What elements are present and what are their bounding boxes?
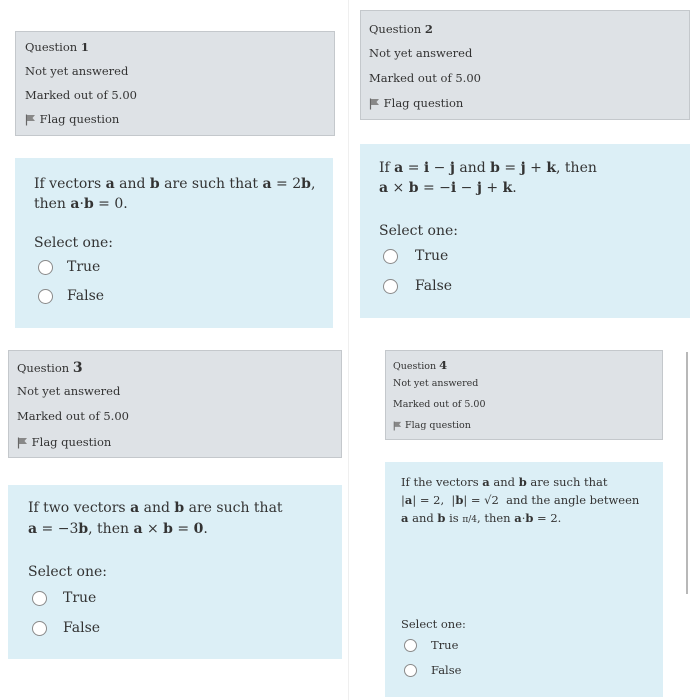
question-2-state: Not yet answered bbox=[369, 46, 473, 60]
question-2-select-label: Select one: bbox=[379, 223, 459, 239]
flag-icon bbox=[393, 421, 402, 431]
flag-icon bbox=[17, 437, 28, 449]
question-3-content bbox=[8, 485, 342, 659]
radio-button[interactable] bbox=[32, 621, 47, 636]
question-4-text: If the vectors a and b are such that |a| = 2, |b| = √2 and the angle between a and b is π/4, then a·b = 2. bbox=[401, 475, 640, 525]
question-1-info bbox=[15, 31, 335, 136]
question-4-flag-link[interactable]: Flag question bbox=[393, 420, 471, 431]
scrollbar[interactable] bbox=[686, 352, 688, 594]
question-3-title: Question 3 bbox=[17, 360, 83, 376]
radio-button[interactable] bbox=[38, 289, 53, 304]
question-1-option-true[interactable]: True bbox=[38, 259, 100, 275]
question-3-info bbox=[8, 350, 342, 458]
question-4-option-false[interactable]: False bbox=[404, 663, 461, 677]
question-1-select-label: Select one: bbox=[34, 235, 114, 251]
radio-button[interactable] bbox=[38, 260, 53, 275]
question-2-info bbox=[360, 10, 690, 120]
question-1-flag-link[interactable]: Flag question bbox=[25, 112, 119, 126]
column-divider bbox=[348, 0, 349, 700]
question-3-select-label: Select one: bbox=[28, 564, 108, 580]
question-1-text: If vectors a and b are such that a = 2b, then a·b = 0. bbox=[34, 176, 316, 212]
question-3-marks: Marked out of 5.00 bbox=[17, 409, 129, 423]
question-1-state: Not yet answered bbox=[25, 64, 129, 78]
question-4-marks: Marked out of 5.00 bbox=[393, 399, 486, 410]
question-2-content bbox=[360, 144, 690, 318]
question-1-content bbox=[15, 158, 333, 328]
question-4-content bbox=[385, 462, 663, 697]
question-4-option-true[interactable]: True bbox=[404, 638, 458, 652]
question-2-option-false[interactable]: False bbox=[383, 278, 452, 294]
radio-button[interactable] bbox=[404, 664, 417, 677]
question-4-select-label: Select one: bbox=[401, 617, 466, 631]
question-2-text: If a = i − j and b = j + k, then a × b = −i − j + k. bbox=[379, 160, 597, 196]
question-4-info bbox=[385, 350, 663, 440]
question-3-state: Not yet answered bbox=[17, 384, 121, 398]
question-3-text: If two vectors a and b are such that a = −3b, then a × b = 0. bbox=[28, 500, 283, 537]
radio-button[interactable] bbox=[383, 279, 398, 294]
question-2-title: Question 2 bbox=[369, 22, 433, 36]
question-1-option-false[interactable]: False bbox=[38, 288, 104, 304]
question-4-title: Question 4 bbox=[393, 358, 448, 372]
flag-icon bbox=[25, 114, 36, 126]
flag-icon bbox=[369, 98, 380, 110]
question-3-option-true[interactable]: True bbox=[32, 590, 96, 606]
question-1-title: Question 1 bbox=[25, 40, 89, 54]
question-1-marks: Marked out of 5.00 bbox=[25, 88, 137, 102]
question-2-option-true[interactable]: True bbox=[383, 248, 448, 264]
question-2-marks: Marked out of 5.00 bbox=[369, 71, 481, 85]
radio-button[interactable] bbox=[383, 249, 398, 264]
radio-button[interactable] bbox=[404, 639, 417, 652]
question-4-state: Not yet answered bbox=[393, 378, 479, 389]
question-3-flag-link[interactable]: Flag question bbox=[17, 435, 111, 449]
question-2-flag-link[interactable]: Flag question bbox=[369, 96, 463, 110]
radio-button[interactable] bbox=[32, 591, 47, 606]
question-3-option-false[interactable]: False bbox=[32, 620, 100, 636]
